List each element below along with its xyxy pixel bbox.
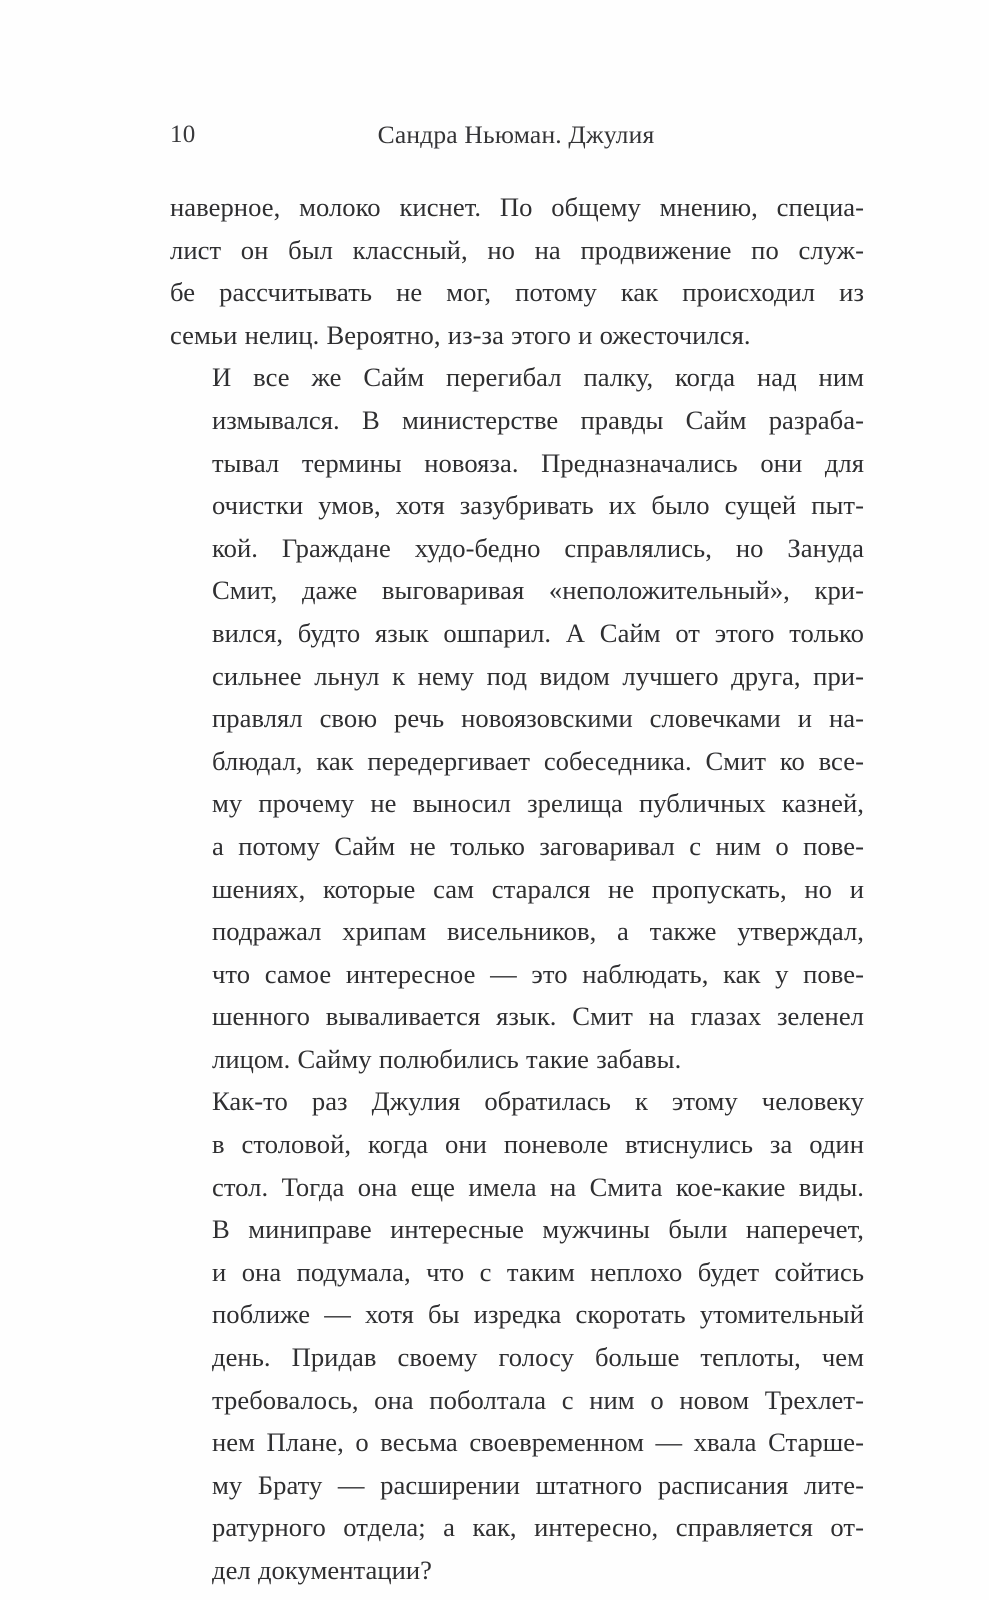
text-line: поближе — хотя бы изредка скоротать утомительный: [212, 1299, 864, 1330]
text-line: что самое интересное — это наблюдать, как у пове-: [212, 958, 864, 989]
text-line: требовалось, она поболтала с ним о новом Трехлет-: [212, 1384, 864, 1415]
text-line: В миниправе интересные мужчины были наперечет,: [212, 1214, 864, 1245]
text-line: в столовой, когда они поневоле втиснулись за один: [212, 1129, 864, 1160]
text-line: измывался. В министерстве правды Сайм разраба-: [212, 404, 864, 435]
text-line: правлял свою речь новоязовскими словечками и на-: [212, 703, 864, 734]
text-line: стол. Тогда она еще имела на Смита кое-какие виды.: [212, 1171, 864, 1202]
text-line: блюдал, как передергивает собеседника. Смит ко все-: [212, 745, 864, 776]
text-line: наверное, молоко киснет. По общему мнению, специа-: [170, 192, 864, 222]
running-title: Сандра Ньюман. Джулия: [377, 120, 655, 149]
text-line: семьи нелиц. Вероятно, из-за этого и ожесточился.: [170, 319, 751, 350]
text-line: а потому Сайм не только заговаривал с ним о пове-: [212, 830, 864, 861]
text-line: шениях, которые сам старался не пропускать, но и: [212, 873, 864, 904]
text-line: сильнее льнул к нему под видом лучшего друга, при-: [212, 660, 864, 691]
text-line: ратурного отдела; а как, интересно, справляется от-: [212, 1512, 864, 1543]
text-line: бе рассчитывать не мог, потому как происходил из: [170, 277, 864, 308]
text-line: нем Плане, о весьма своевременном — хвала Старше-: [212, 1427, 864, 1458]
text-line: лист он был классный, но на продвижение по служ-: [170, 234, 864, 265]
text-line: И все же Сайм перегибал палку, когда над ним: [212, 362, 864, 393]
text-line: подражал хрипам висельников, а также утверждал,: [212, 916, 864, 947]
text-line: тывал термины новояза. Предназначались они для: [212, 447, 864, 478]
running-head: [170, 118, 862, 152]
paragraph: [170, 186, 864, 356]
text-line: му прочему не выносил зрелища публичных казней,: [212, 788, 864, 819]
paragraph: [170, 356, 864, 1080]
page-number: 10: [170, 121, 196, 148]
text-line: дел документации?: [212, 1555, 433, 1585]
body-text: [170, 186, 864, 1592]
text-line: Смит, даже выговаривая «неположительный», кри-: [212, 575, 864, 606]
text-line: кой. Граждане худо-бедно справлялись, но Зануда: [212, 532, 864, 563]
text-line: шенного вываливается язык. Смит на глазах зеленел: [212, 1001, 864, 1032]
text-line: очистки умов, хотя зазубривать их было сущей пыт-: [212, 490, 864, 521]
text-line: день. Придав своему голосу больше теплоты, чем: [212, 1342, 864, 1373]
text-line: вился, будто язык ошпарил. А Сайм от этого только: [212, 617, 864, 648]
text-line: и она подумала, что с таким неплохо будет сойтись: [212, 1256, 864, 1287]
text-line: Как-то раз Джулия обратилась к этому человеку: [212, 1086, 864, 1117]
text-line: му Брату — расширении штатного расписания лите-: [212, 1469, 864, 1500]
text-line: лицом. Сайму полюбились такие забавы.: [212, 1043, 682, 1074]
paragraph: [170, 1080, 864, 1591]
